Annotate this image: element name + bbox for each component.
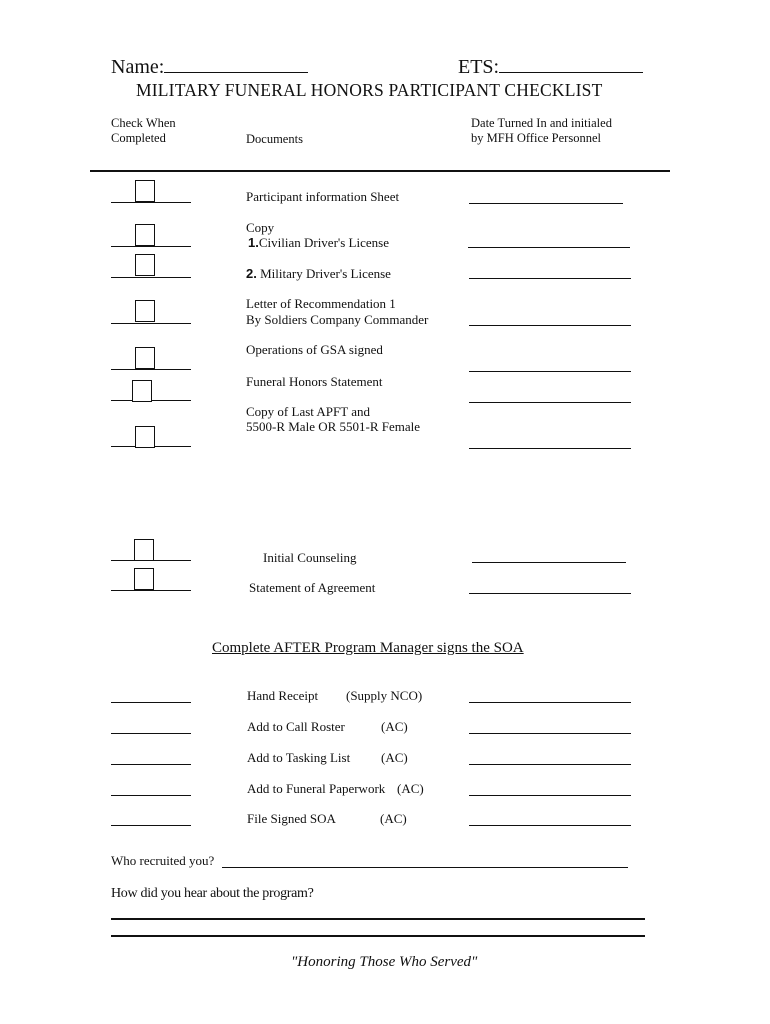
checkbox[interactable] [135,426,155,448]
recruited-answer-line[interactable] [222,867,628,868]
checkbox[interactable] [134,539,154,561]
date-line[interactable] [469,278,631,279]
check-line [111,369,191,370]
name-label: Name: [111,56,165,78]
date-line[interactable] [469,203,623,204]
doc-gsa: Operations of GSA signed [246,342,383,357]
after-item-label: Add to Funeral Paperwork [247,781,386,796]
date-line[interactable] [469,325,631,326]
heard-answer-line[interactable] [111,918,645,920]
check-line[interactable] [111,733,191,734]
date-line[interactable] [469,402,631,403]
check-column-header: Check When Completed [111,116,176,145]
check-line [111,202,191,203]
after-item-tag: (AC) [397,781,424,796]
documents-column-header: Documents [246,132,303,146]
ets-field[interactable] [458,56,643,79]
date-line[interactable] [469,371,631,372]
date-line[interactable] [469,733,631,734]
date-column-header: Date Turned In and initialed by MFH Office Personnel [471,116,612,145]
date-line[interactable] [469,825,631,826]
doc-participant-info: Participant information Sheet [246,189,400,204]
check-line [111,323,191,324]
after-item-tag: (AC) [381,750,408,765]
checkbox[interactable] [134,568,154,590]
check-line [111,590,191,591]
doc-initial-counseling: Initial Counseling [263,550,357,565]
page-title: MILITARY FUNERAL HONORS PARTICIPANT CHECKLIST [136,80,603,100]
doc-military-license: 2. Military Driver's License [246,266,391,281]
heard-answer-line[interactable] [111,935,645,937]
ets-label: ETS: [458,56,500,78]
after-section-heading: Complete AFTER Program Manager signs the SOA [212,640,524,656]
after-item-label: Hand Receipt [247,688,319,703]
date-line[interactable] [469,795,631,796]
after-item-label: Add to Tasking List [247,750,351,765]
after-item-tag: (Supply NCO) [346,688,423,703]
doc-apft: Copy of Last APFT and 5500-R Male OR 5501-R Female [246,404,421,434]
after-item-label: Add to Call Roster [247,719,345,734]
date-line[interactable] [469,593,631,594]
check-line[interactable] [111,764,191,765]
checkbox[interactable] [135,224,155,246]
heard-question: How did you hear about the program? [111,886,314,901]
check-line[interactable] [111,795,191,796]
checkbox[interactable] [135,180,155,202]
doc-honors-statement: Funeral Honors Statement [246,374,383,389]
recruited-question: Who recruited you? [111,853,215,868]
after-item-tag: (AC) [380,811,407,826]
after-item-label: File Signed SOA [247,811,336,826]
header-divider [90,170,670,172]
date-line[interactable] [469,764,631,765]
date-line[interactable] [472,562,626,563]
after-item-tag: (AC) [381,719,408,734]
doc-civilian-license: 1.Civilian Driver's License [248,235,389,250]
check-line [111,246,191,247]
date-line[interactable] [468,247,630,248]
check-line[interactable] [111,702,191,703]
date-line[interactable] [469,702,631,703]
doc-letter-recommendation: Letter of Recommendation 1 By Soldiers Company Commander [246,296,429,327]
footer-motto: "Honoring Those Who Served" [291,954,478,970]
doc-statement-agreement: Statement of Agreement [249,580,376,595]
doc-copy: Copy [246,220,275,235]
check-line[interactable] [111,825,191,826]
checkbox[interactable] [135,254,155,276]
checkbox[interactable] [135,300,155,322]
date-line[interactable] [469,448,631,449]
checkbox[interactable] [132,380,152,402]
name-field[interactable] [111,56,308,79]
check-line [111,277,191,278]
checkbox[interactable] [135,347,155,369]
